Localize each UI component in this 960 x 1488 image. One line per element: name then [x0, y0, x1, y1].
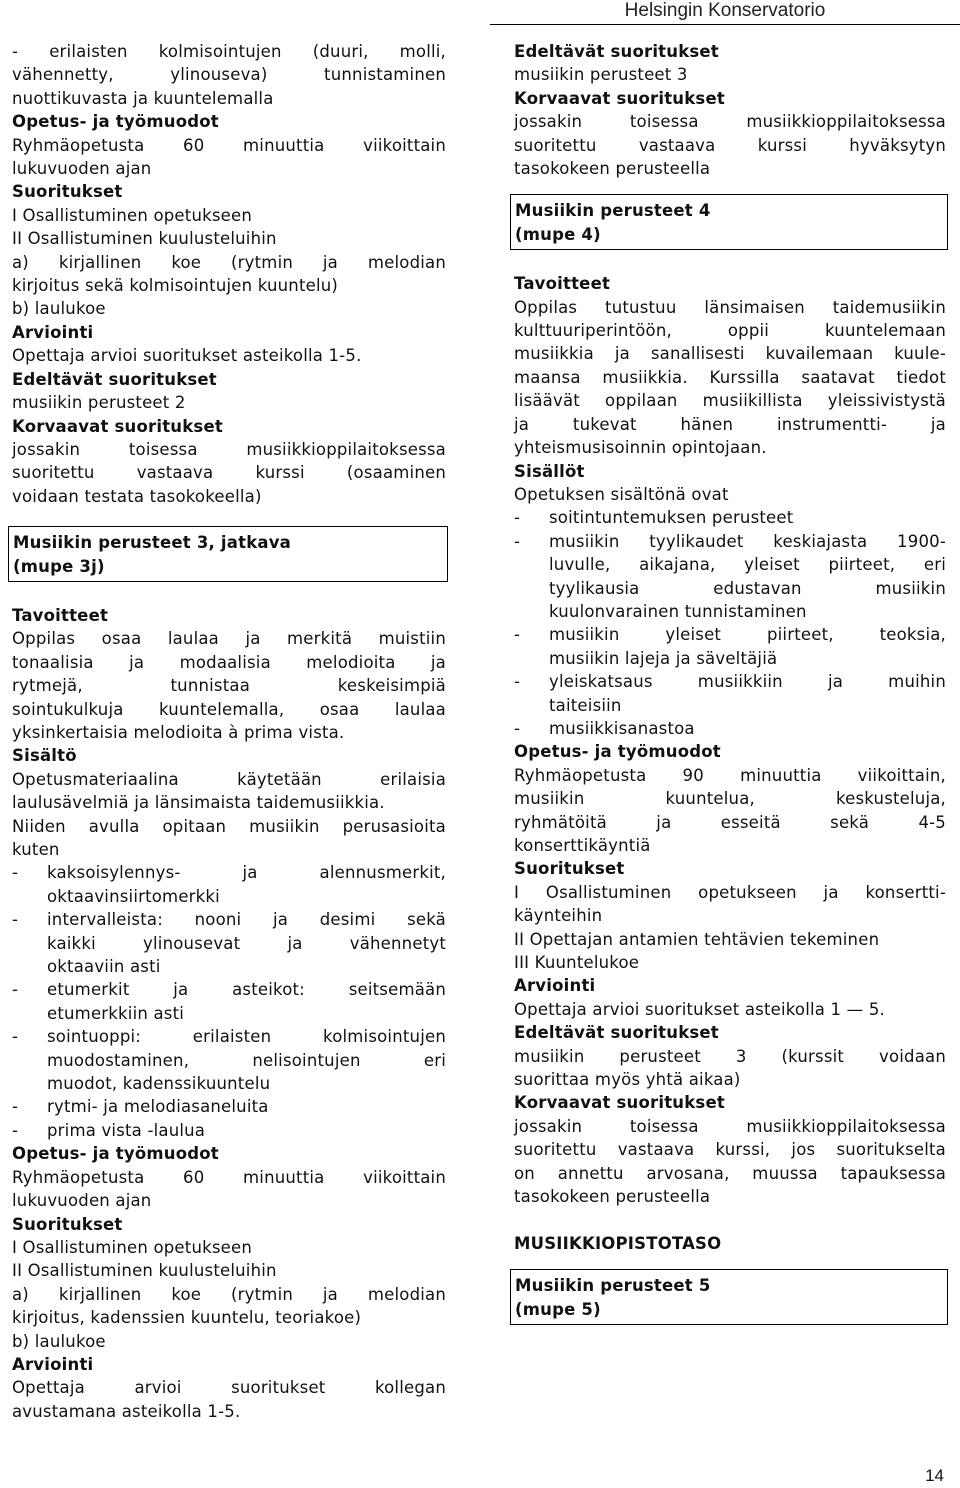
- list-item-cont: muodot, kadenssikuuntelu: [47, 1074, 271, 1094]
- text-line: II Opettajan antamien tehtävien tekeminen: [514, 929, 880, 949]
- text-line: suoritettu vastaava kurssi, jos suoritukselta: [514, 1140, 946, 1160]
- course-title-box: [510, 194, 948, 250]
- course-code: (mupe 4): [515, 224, 601, 244]
- course-title: Musiikin perusteet 3, jatkava: [13, 533, 291, 553]
- course-title-box: [510, 1269, 948, 1325]
- text-line: musiikkia ja sanallisesti kuvailemaan kuule-: [514, 344, 946, 364]
- text-line: Niiden avulla opitaan musiikin perusasioita: [12, 816, 446, 836]
- section-heading: Opetus- ja työmuodot: [12, 112, 219, 132]
- level-heading: MUSIIKKIOPISTOTASO: [514, 1233, 722, 1253]
- text-line: suoritettu vastaava kurssi (osaaminen: [12, 463, 446, 483]
- list-item: - etumerkit ja asteikot: seitsemään: [12, 978, 446, 1001]
- text-line: suoritettu vastaava kurssi hyväksytyn: [514, 135, 946, 155]
- course-title: Musiikin perusteet 4: [515, 201, 711, 221]
- text-line: käynteihin: [514, 906, 603, 926]
- text-line: musiikin perusteet 3: [514, 65, 688, 85]
- list-item: - kaksoisylennys- ja alennusmerkit,: [12, 861, 446, 884]
- course-title-box: [8, 526, 448, 582]
- text-line: - erilaisten kolmisointujen (duuri, molli,: [12, 42, 446, 61]
- text-line: I Osallistuminen opetukseen: [12, 205, 253, 225]
- section-heading: Edeltävät suoritukset: [514, 1023, 719, 1043]
- course-code: (mupe 3j): [13, 556, 105, 576]
- text-line: konserttikäyntiä: [514, 836, 651, 855]
- right-column: [514, 40, 946, 1333]
- text-line: b) laulukoe: [12, 299, 106, 319]
- text-line: Opetusmateriaalina käytetään erilaisia: [12, 769, 446, 789]
- text-line: Opettaja arvioi suoritukset asteikolla 1 — 5.: [514, 999, 885, 1019]
- text-line: III Kuuntelukoe: [514, 953, 640, 973]
- text-line: jossakin toisessa musiikkioppilaitoksessa: [514, 1116, 946, 1136]
- course-title: Musiikin perusteet 5: [515, 1276, 711, 1296]
- text-line: b) laulukoe: [12, 1331, 106, 1351]
- text-line: tasokokeen perusteella: [514, 1187, 711, 1207]
- list-item-cont: kuulonvarainen tunnistaminen: [549, 601, 807, 621]
- text-line: jossakin toisessa musiikkioppilaitoksessa: [514, 112, 946, 132]
- text-line: Opettaja arvioi suoritukset asteikolla 1-5.: [12, 346, 362, 366]
- section-heading: Korvaavat suoritukset: [514, 1093, 725, 1113]
- text-line: Oppilas osaa laulaa ja merkitä muistiin: [12, 629, 446, 649]
- text-line: II Osallistuminen kuulusteluihin: [12, 229, 277, 249]
- text-line: tasokokeen perusteella: [514, 159, 711, 179]
- text-line: Oppilas tutustuu länsimaisen taidemusiikin: [514, 297, 946, 317]
- text-line: lukuvuoden ajan: [12, 159, 152, 179]
- text-line: Ryhmäopetusta 60 minuuttia viikoittain: [12, 135, 446, 155]
- section-heading: Suoritukset: [12, 182, 123, 202]
- text-line: on annettu arvosana, muussa tapauksessa: [514, 1163, 946, 1183]
- section-heading: Korvaavat suoritukset: [12, 416, 223, 436]
- text-line: tonaalisia ja modaalisia melodioita ja: [12, 652, 446, 672]
- text-line: I Osallistuminen opetukseen ja konsertti-: [514, 882, 946, 902]
- section-heading: Arviointi: [12, 322, 94, 342]
- text-line: musiikin perusteet 2: [12, 393, 186, 413]
- list-item: - yleiskatsaus musiikkiin ja muihin: [514, 670, 946, 693]
- list-item-cont: luvulle, aikajana, yleiset piirteet, eri: [549, 555, 946, 575]
- running-header: [490, 0, 960, 25]
- text-line: nuottikuvasta ja kuuntelemalla: [12, 88, 274, 108]
- list-item: - sointuoppi: erilaisten kolmisointujen: [12, 1025, 446, 1048]
- list-item-cont: oktaaviin asti: [47, 957, 161, 977]
- text-line: ryhmätöitä ja esseitä sekä 4-5: [514, 812, 946, 832]
- list-item-cont: taiteisiin: [549, 695, 622, 715]
- text-line: II Osallistuminen kuulusteluihin: [12, 1261, 277, 1281]
- list-item: - musiikkisanastoa: [514, 717, 946, 740]
- section-heading: Arviointi: [12, 1354, 94, 1374]
- section-heading: Sisältö: [12, 746, 77, 766]
- section-heading: Suoritukset: [514, 859, 625, 879]
- text-line: Opetuksen sisältönä ovat: [514, 484, 729, 504]
- list-item-cont: muodostaminen, nelisointujen eri: [47, 1050, 446, 1070]
- page-number: 14: [925, 1466, 944, 1485]
- text-line: rytmejä, tunnistaa keskeisimpiä: [12, 676, 446, 696]
- text-line: kirjoitus sekä kolmisointujen kuuntelu): [12, 276, 339, 296]
- list-item-cont: kaikki ylinousevat ja vähennetyt: [47, 933, 446, 953]
- text-line: jossakin toisessa musiikkioppilaitoksessa: [12, 439, 446, 459]
- list-item: - musiikin yleiset piirteet, teoksia,: [514, 623, 946, 646]
- text-line: musiikin kuuntelua, keskusteluja,: [514, 789, 946, 809]
- section-heading: Korvaavat suoritukset: [514, 88, 725, 108]
- text-line: a) kirjallinen koe (rytmin ja melodian: [12, 252, 446, 272]
- text-line: I Osallistuminen opetukseen: [12, 1237, 253, 1257]
- section-heading: Edeltävät suoritukset: [514, 42, 719, 61]
- section-heading: Opetus- ja työmuodot: [12, 1144, 219, 1164]
- text-line: kulttuuriperintöön, oppii kuuntelemaan: [514, 321, 946, 341]
- text-line: yhteismusisoinnin opintojaan.: [514, 438, 767, 458]
- text-line: maansa musiikkia. Kurssilla saatavat tiedot: [514, 367, 946, 387]
- text-line: lukuvuoden ajan: [12, 1191, 152, 1211]
- section-heading: Tavoitteet: [12, 605, 109, 625]
- text-line: suorittaa myös yhtä aikaa): [514, 1070, 741, 1090]
- section-heading: Opetus- ja työmuodot: [514, 742, 721, 762]
- list-item: - rytmi- ja melodiasaneluita: [12, 1095, 446, 1118]
- text-line: yksinkertaisia melodioita à prima vista.: [12, 722, 345, 742]
- text-line: laulusävelmiä ja länsimaista taidemusiikkia.: [12, 793, 385, 813]
- section-heading: Suoritukset: [12, 1214, 123, 1234]
- text-line: avustamana asteikolla 1-5.: [12, 1401, 241, 1421]
- text-line: Ryhmäopetusta 60 minuuttia viikoittain: [12, 1167, 446, 1187]
- section-heading: Sisällöt: [514, 461, 585, 481]
- list-item: - prima vista -laulua: [12, 1119, 446, 1142]
- list-item-cont: etumerkkiin asti: [47, 1003, 185, 1023]
- text-line: Opettaja arvioi suoritukset kollegan: [12, 1378, 446, 1398]
- text-line: a) kirjallinen koe (rytmin ja melodian: [12, 1284, 446, 1304]
- list-item-cont: musiikin lajeja ja säveltäjiä: [549, 648, 778, 668]
- text-line: vähennetty, ylinouseva) tunnistaminen: [12, 65, 446, 85]
- list-item-cont: oktaavinsiirtomerkki: [47, 886, 220, 906]
- section-heading: Edeltävät suoritukset: [12, 369, 217, 389]
- header-title: Helsingin Konservatorio: [624, 0, 826, 21]
- text-line: lisäävät oppilaan musiikillista yleissivistystä: [514, 391, 946, 411]
- list-item: - musiikin tyylikaudet keskiajasta 1900-: [514, 530, 946, 553]
- text-line: voidaan testata tasokokeella): [12, 486, 262, 506]
- list-item: - intervalleista: nooni ja desimi sekä: [12, 908, 446, 931]
- text-line: musiikin perusteet 3 (kurssit voidaan: [514, 1046, 946, 1066]
- text-line: ja tukevat hänen instrumentti- ja: [514, 414, 946, 434]
- text-line: sointukulkuja kuuntelemalla, osaa laulaa: [12, 699, 446, 719]
- section-heading: Tavoitteet: [514, 274, 611, 294]
- text-line: kirjoitus, kadenssien kuuntelu, teoriakoe): [12, 1308, 362, 1328]
- list-item: - soitintuntemuksen perusteet: [514, 506, 946, 529]
- list-item-cont: tyylikausia edustavan musiikin: [549, 578, 946, 598]
- text-line: Ryhmäopetusta 90 minuuttia viikoittain,: [514, 765, 946, 785]
- section-heading: Arviointi: [514, 976, 596, 996]
- course-code: (mupe 5): [515, 1299, 601, 1319]
- left-column: [12, 40, 446, 1423]
- text-line: kuten: [12, 840, 60, 859]
